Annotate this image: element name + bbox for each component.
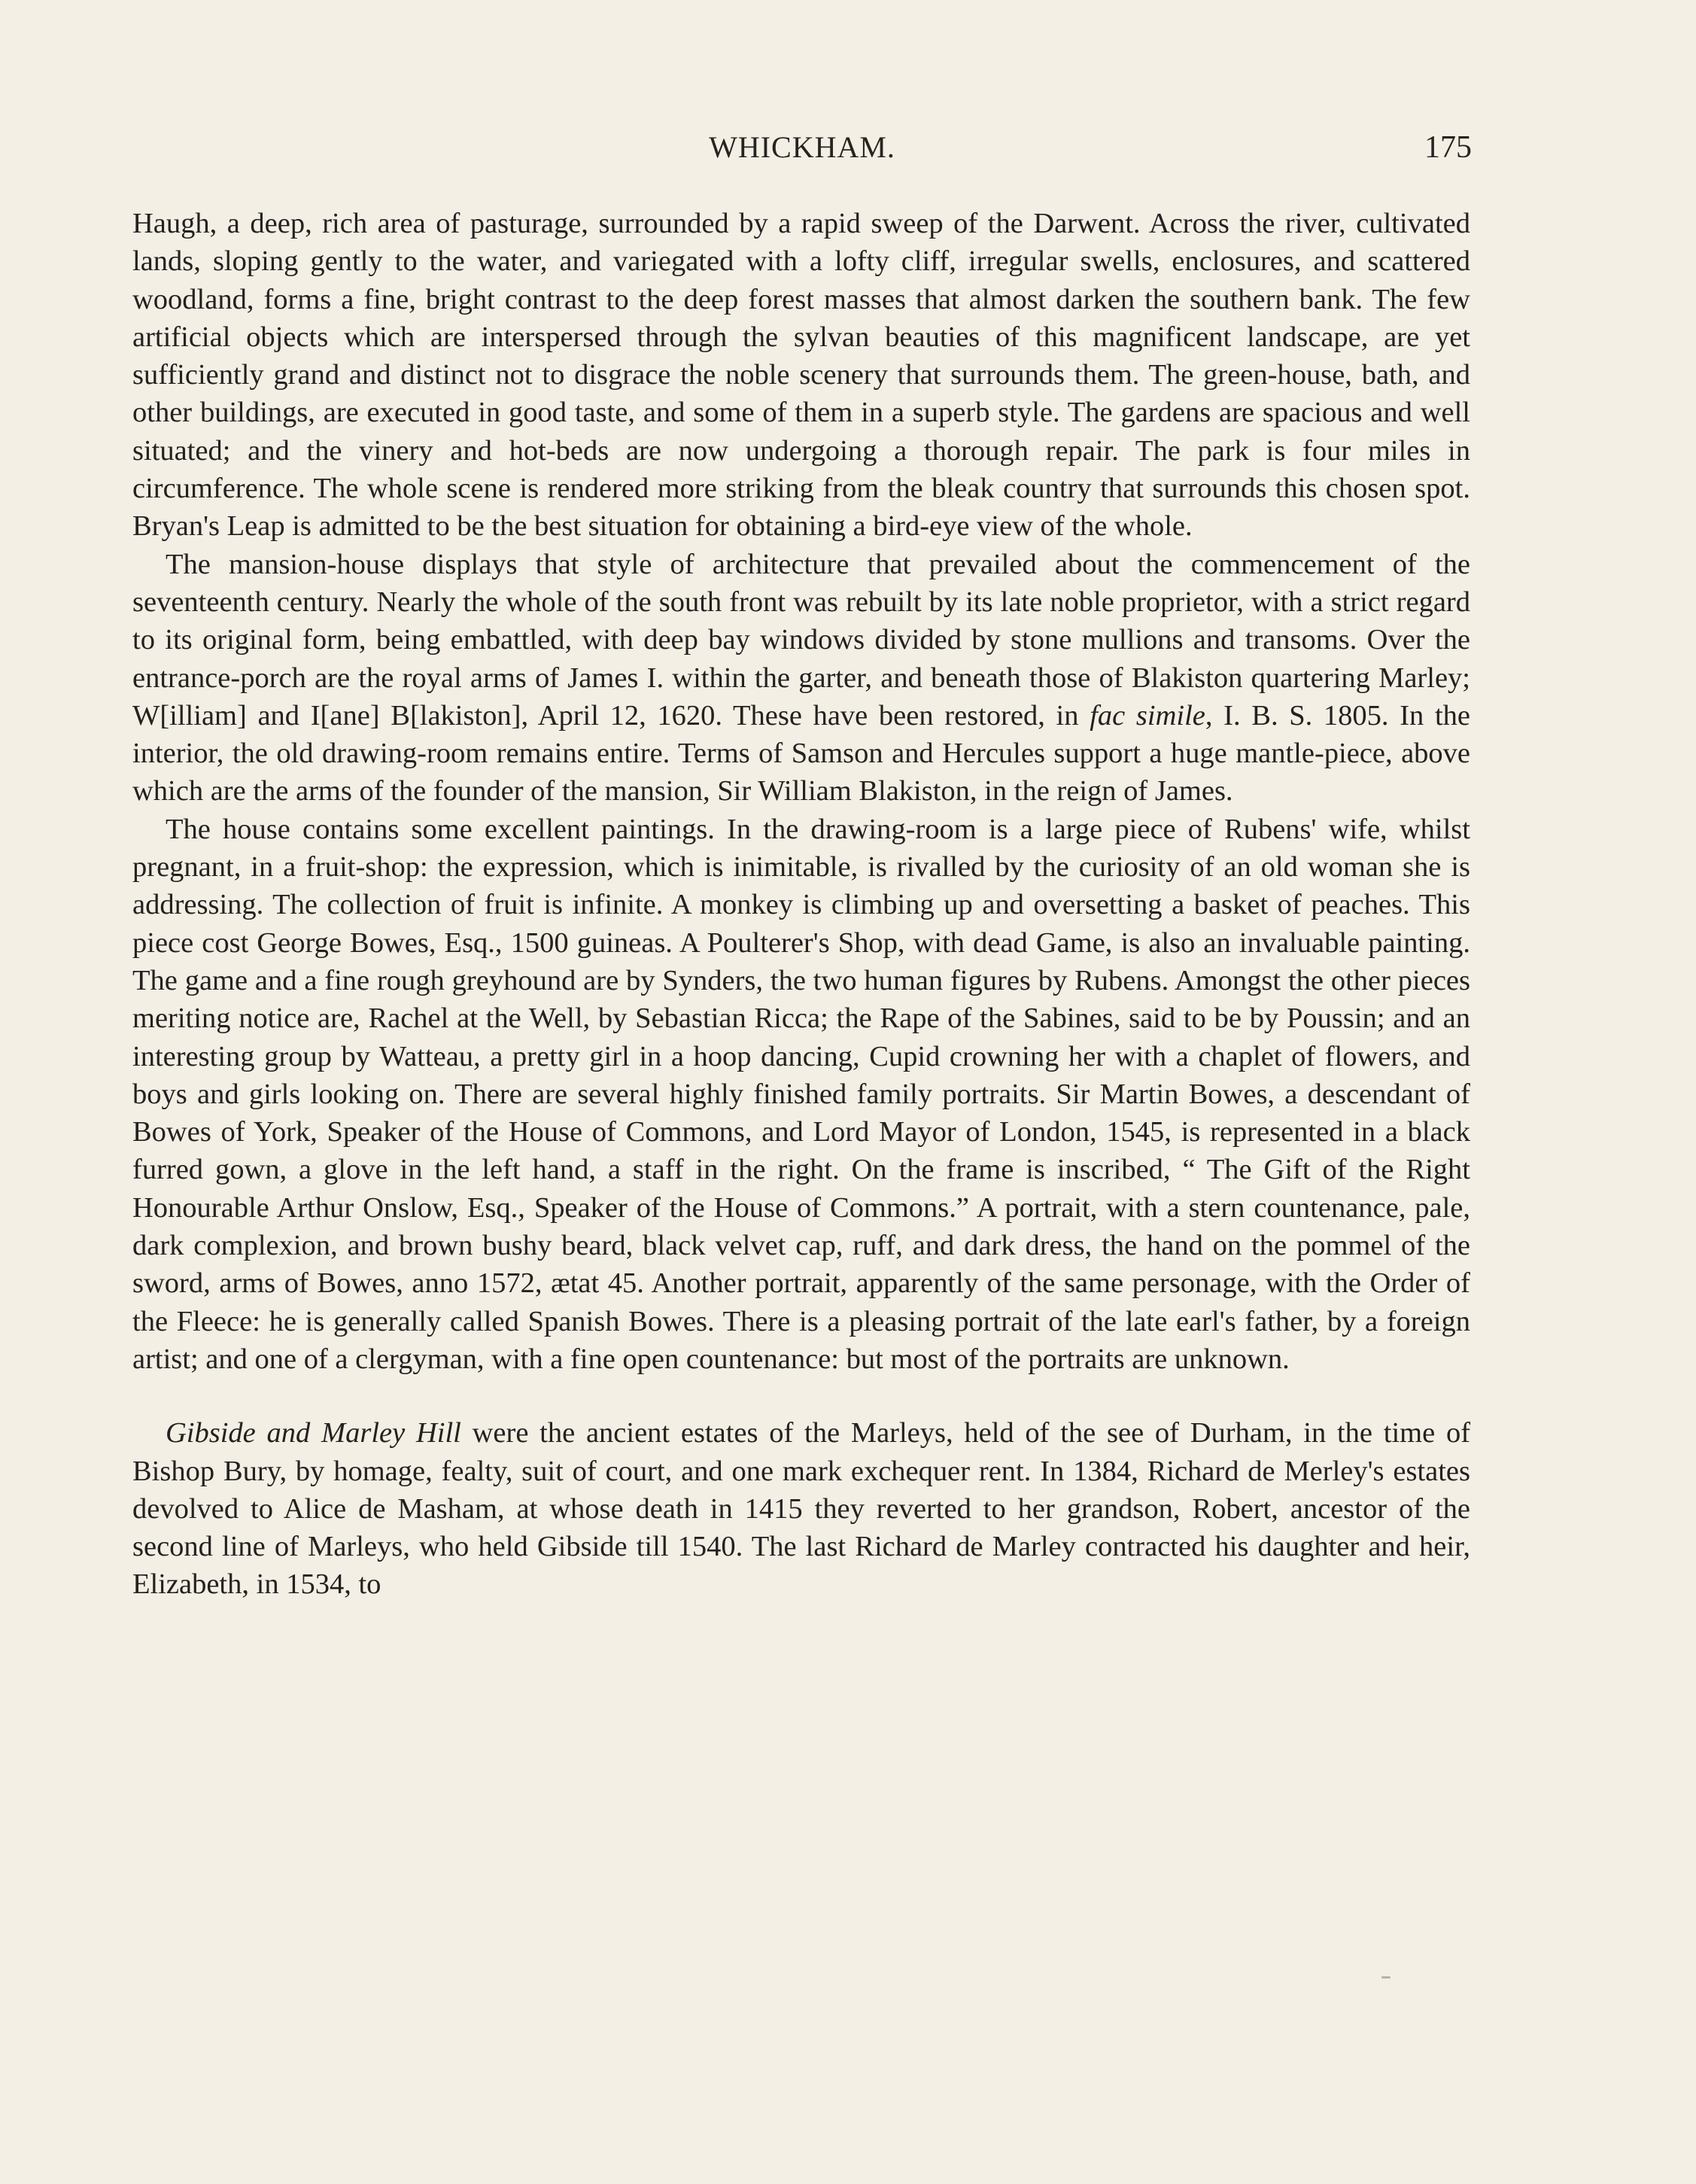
paragraph-park-description: Haugh, a deep, rich area of pasturage, surrounded by a rapid sweep of the Darwent. Across the river, cultivated lands, sloping gently to the water, and variegated with a lofty cliff, irregular swells, enclosures, and scattered woodland, forms a fine, bright contrast to the deep forest masses that almost darken the southern bank. The few artificial objects which are interspersed through the sylvan beauties of this magnificent landscape, are yet sufficiently grand and distinct not to disgrace the noble scenery that surrounds them. The green-house, bath, and other buildings, are executed in good taste, and some of them in a superb style. The gardens are spacious and well situated; and the vinery and hot-beds are now undergoing a thorough repair. The park is four miles in circumference. The whole scene is rendered more striking from the bleak country that surrounds this chosen spot. Bryan's Leap is admitted to be the best situation for obtaining a bird-eye view of the whole.: [132, 208, 1470, 543]
paragraph-paintings: The house contains some excellent paintings. In the drawing-room is a large piece of Rubens' wife, whilst pregnant, in a fruit-shop: the expression, which is inimitable, is rivalled by the curiosity of an old woman she is addressing. The collection of fruit is infinite. A monkey is climbing up and oversetting a basket of peaches. This piece cost George Bowes, Esq., 1500 guineas. A Poulterer's Shop, with dead Game, is also an invaluable painting. The game and a fine rough greyhound are by Synders, the two human figures by Rubens. Amongst the other pieces meriting notice are, Rachel at the Well, by Sebastian Ricca; the Rape of the Sabines, said to be by Poussin; and an interesting group by Watteau, a pretty girl in a hoop dancing, Cupid crowning her with a chaplet of flowers, and boys and girls looking on. There are several highly finished family portraits. Sir Martin Bowes, a descendant of Bowes of York, Speaker of the House of Commons, and Lord Mayor of London, 1545, is represented in a black furred gown, a glove in the left hand, a staff in the right. On the frame is inscribed, “ The Gift of the Right Honourable Arthur Onslow, Esq., Speaker of the House of Commons.” A portrait, with a stern countenance, pale, dark complexion, and brown bushy beard, black velvet cap, ruff, and dark dress, the hand on the pommel of the sword, arms of Bowes, anno 1572, ætat 45. Another portrait, apparently of the same personage, with the Order of the Fleece: he is generally called Spanish Bowes. There is a pleasing portrait of the late earl's father, by a foreign artist; and one of a clergyman, with a fine open countenance: but most of the portraits are unknown.: [132, 813, 1470, 1375]
page-header: [132, 129, 1472, 175]
page-number: 175: [1424, 130, 1472, 165]
gibside-heading-italic: Gibside and Marley Hill: [166, 1417, 461, 1449]
fac-simile-italic: fac simile: [1090, 699, 1205, 732]
paragraph-mansion-house: [132, 546, 1470, 811]
body-text: [132, 205, 1470, 1604]
paragraph-gibside: [132, 1414, 1470, 1603]
gibside-text: were the ancient estates of the Marleys, held of the see of Durham, in the time of Bishop Bury, by homage, fealty, suit of court, and one mark exchequer rent. In 1384, Richard de Merley's estates devolved to Alice de Masham, at whose death in 1415 they reverted to her grandson, Robert, ancestor of the second line of Marleys, who held Gibside till 1540. The last Richard de Marley contracted his daughter and heir, Elizabeth, in 1534, to: [132, 1417, 1471, 1601]
running-head: WHICKHAM.: [709, 130, 895, 164]
mansion-text-start: The mansion-house displays that style of architecture that prevailed about the commencement of the seventeenth century. Nearly the whole of the south front was rebuilt by its late noble proprietor, with a strict regard to its original form, being embattled, with deep bay windows divided by stone mullions and transoms. Over the entrance-porch are the royal arms of James I. within the garter, and beneath those of Blakiston quartering Marley; W[illiam] and I[ane] B[lakiston], April 12, 1620. These have been restored, in: [132, 548, 1470, 732]
paper-speck: [1381, 1976, 1391, 1979]
mansion-text-end: , I. B. S. 1805. In the interior, the old drawing-room remains entire. Terms of Samson and Hercules support a huge mantle-piece, above which are the arms of the founder of the mansion, Sir William Blakiston, in the reign of James.: [132, 699, 1470, 808]
